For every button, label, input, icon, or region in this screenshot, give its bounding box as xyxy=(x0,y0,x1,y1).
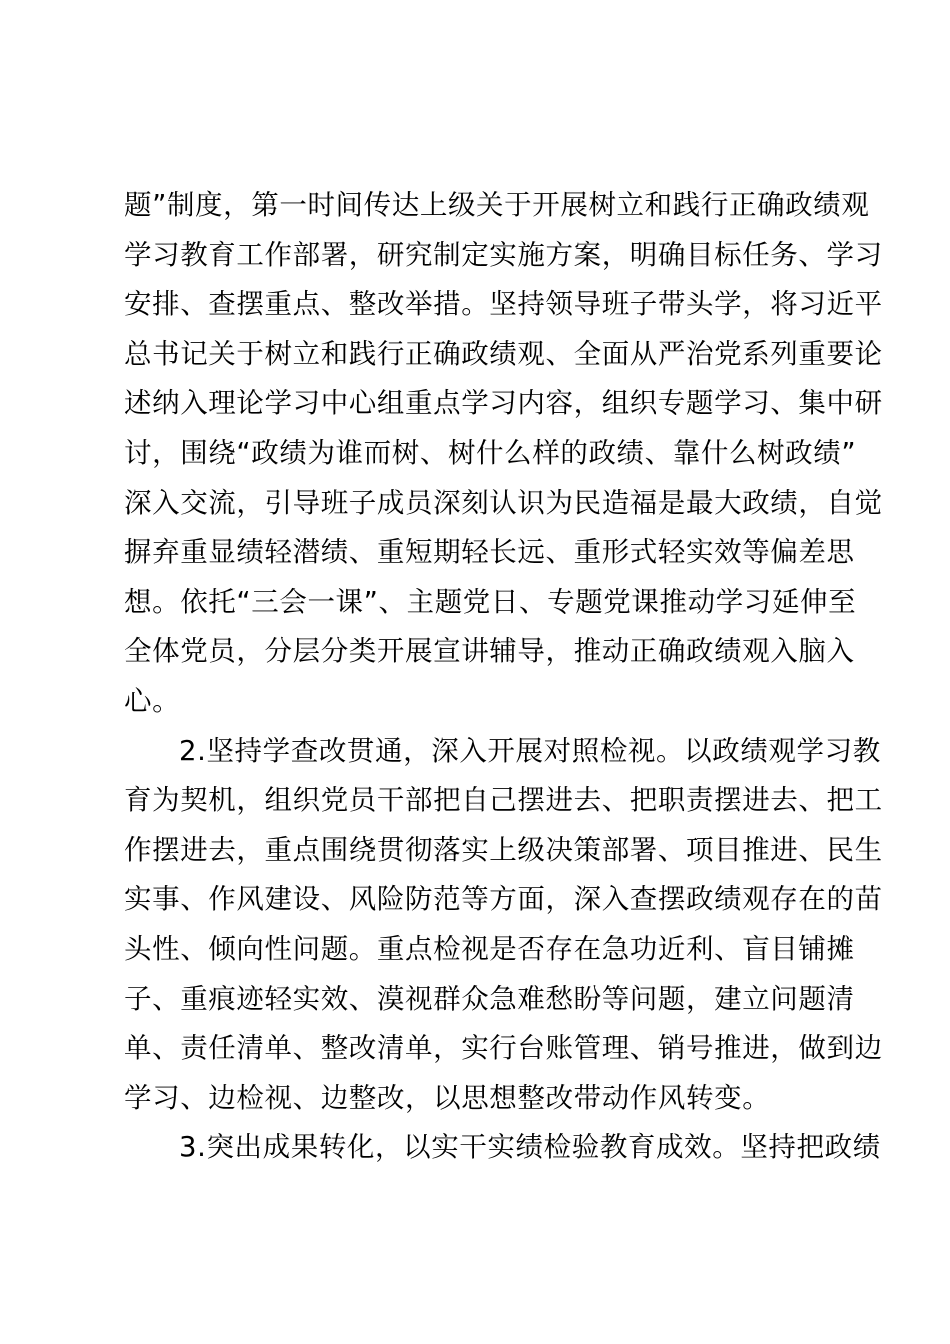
text-line: 摒弃重显绩轻潜绩、重短期轻长远、重形式轻实效等偏差思 xyxy=(124,536,855,569)
text-line: 心。 xyxy=(124,684,181,717)
text-line: 学习、边检视、边整改，以思想整改带动作风转变。 xyxy=(124,1081,771,1114)
text-line: 题”制度，第一时间传达上级关于开展树立和践行正确政绩观 xyxy=(124,189,870,221)
text-line: 育为契机，组织党员干部把自己摆进去、把职责摆进去、把工 xyxy=(124,784,883,817)
text-line: 学习教育工作部署，研究制定实施方案，明确目标任务、学习 xyxy=(124,238,883,271)
text-line: 头性、倾向性问题。重点检视是否存在急功近利、盲目铺摊 xyxy=(124,932,855,965)
text-line: 单、责任清单、整改清单，实行台账管理、销号推进，做到边 xyxy=(124,1032,883,1065)
text-line: 讨，围绕“政绩为谁而树、树什么样的政绩、靠什么树政绩” xyxy=(124,436,857,469)
text-line: 总书记关于树立和践行正确政绩观、全面从严治党系列重要论 xyxy=(124,337,883,370)
text-line: 想。依托“三会一课”、主题党日、专题党课推动学习延伸至 xyxy=(124,585,857,618)
text-line: 深入交流，引导班子成员深刻认识为民造福是最大政绩，自觉 xyxy=(124,486,883,519)
paragraph-3-first-line: 3.突出成果转化，以实干实绩检验教育成效。坚持把政绩 xyxy=(179,1131,881,1164)
paragraph-2-first-line: 2.坚持学查改贯通，深入开展对照检视。以政绩观学习教 xyxy=(179,734,881,767)
text-line: 安排、查摆重点、整改举措。坚持领导班子带头学，将习近平 xyxy=(124,288,883,321)
text-line: 作摆进去，重点围绕贯彻落实上级决策部署、项目推进、民生 xyxy=(124,833,883,866)
text-line: 实事、作风建设、风险防范等方面，深入查摆政绩观存在的苗 xyxy=(124,883,883,916)
text-line: 述纳入理论学习中心组重点学习内容，组织专题学习、集中研 xyxy=(124,387,883,420)
text-line: 全体党员，分层分类开展宣讲辅导，推动正确政绩观入脑入 xyxy=(124,635,855,668)
text-line: 子、重痕迹轻实效、漠视群众急难愁盼等问题，建立问题清 xyxy=(124,982,855,1015)
body-text xyxy=(124,181,883,1173)
